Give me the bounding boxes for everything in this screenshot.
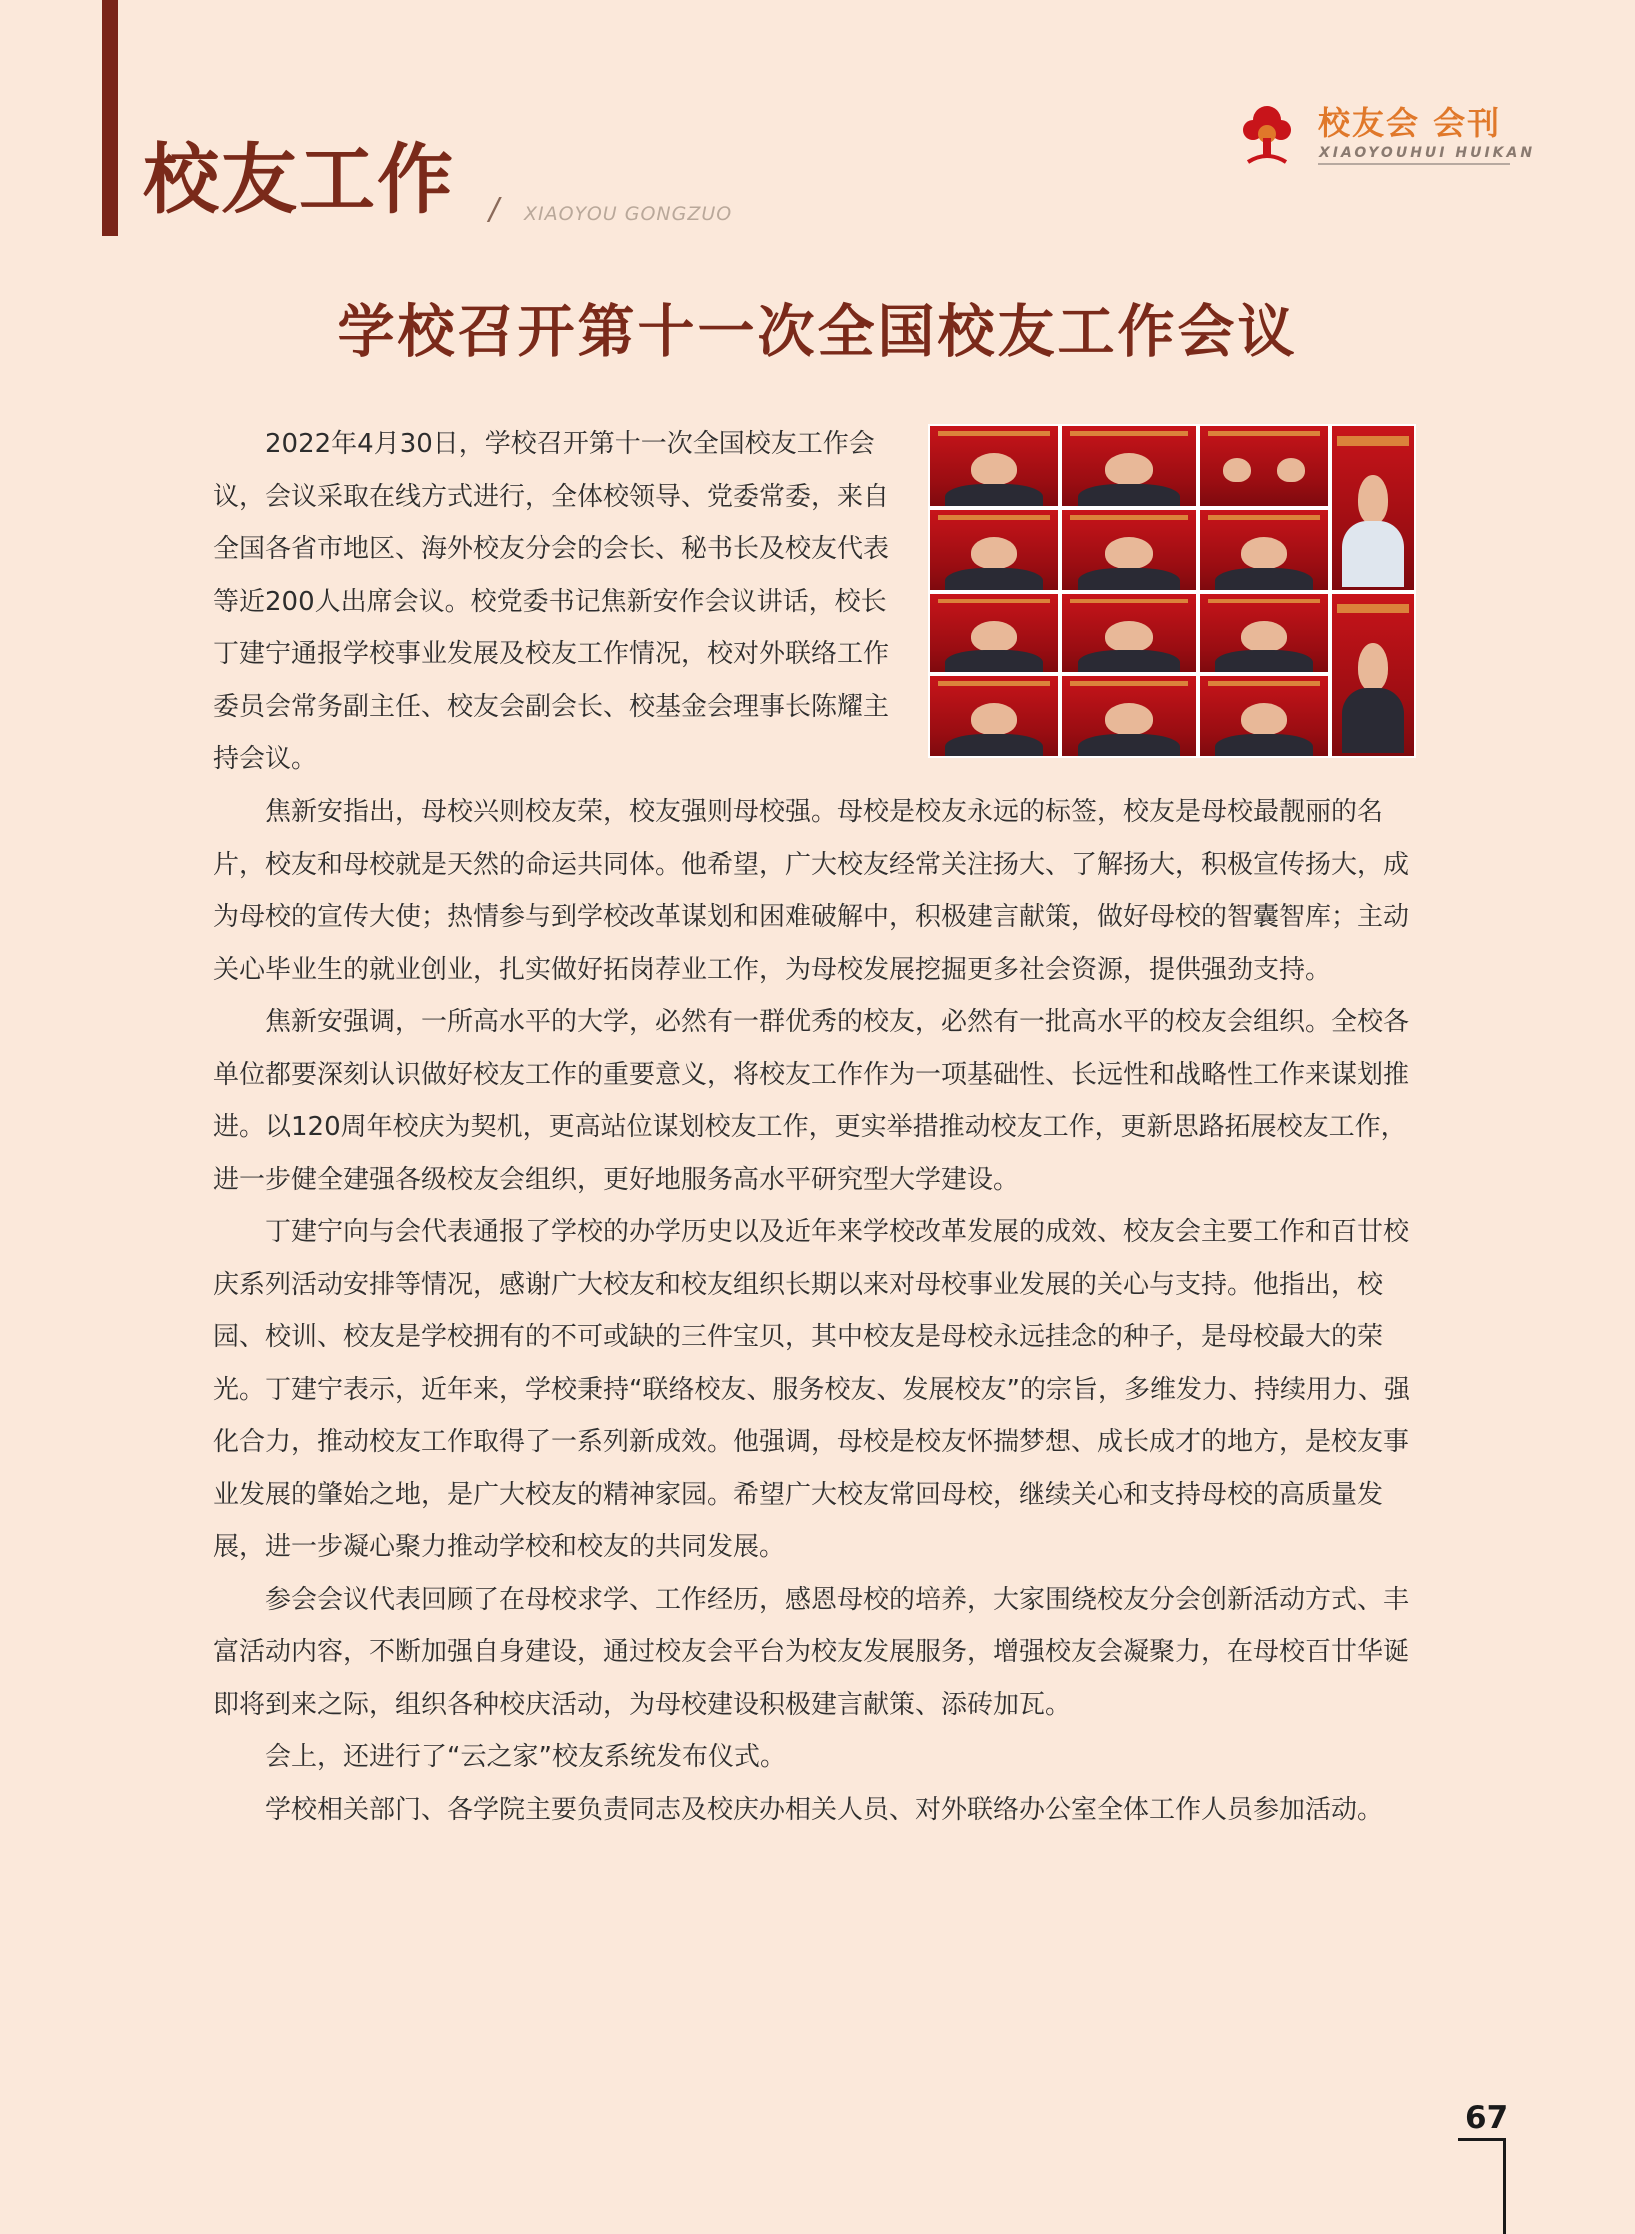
page-corner-rule bbox=[1458, 2138, 1506, 2141]
section-title: 校友工作 bbox=[143, 135, 455, 224]
article-body bbox=[213, 786, 1418, 1836]
page-corner-rule bbox=[1503, 2138, 1506, 2234]
section-accent-bar bbox=[102, 0, 118, 236]
page-number: 67 bbox=[1465, 2100, 1509, 2136]
body-paragraph: 丁建宁向与会代表通报了学校的办学历史以及近年来学校改革发展的成效、校友会主要工作和百廿校庆系列活动安排等情况，感谢广大校友和校友组织长期以来对母校事业发展的关心与支持。他指出，校园、校训、校友是学校拥有的不可或缺的三件宝贝，其中校友是母校永远挂念的种子，是母校最大的荣光。丁建宁表示，近年来，学校秉持“联络校友、服务校友、发展校友”的宗旨，多维发力、持续用力、强化合力，推动校友工作取得了一系列新成效。他强调，母校是校友怀揣梦想、成长成才的地方，是校友事业发展的肇始之地，是广大校友的精神家园。希望广大校友常回母校，继续关心和支持母校的高质量发展，进一步凝心聚力推动学校和校友的共同发展。 bbox=[213, 1217, 1410, 1562]
intro-paragraph: 2022年4月30日，学校召开第十一次全国校友工作会议，会议采取在线方式进行，全体校领导、党委常委，来自全国各省市地区、海外校友分会的会长、秘书长及校友代表等近200人出席会议。校党委书记焦新安作会议讲话，校长丁建宁通报学校事业发展及校友工作情况，校对外联络工作委员会常务副主任、校友会副会长、校基金会理事长陈耀主持会议。 bbox=[213, 429, 890, 774]
participant-tile bbox=[1062, 510, 1196, 590]
participant-tile bbox=[1062, 594, 1196, 672]
participant-tile bbox=[1332, 426, 1414, 590]
participant-tile bbox=[1200, 676, 1328, 756]
participant-tile bbox=[1062, 676, 1196, 756]
body-paragraph: 焦新安指出，母校兴则校友荣，校友强则母校强。母校是校友永远的标签，校友是母校最靓丽的名片，校友和母校就是天然的命运共同体。他希望，广大校友经常关注扬大、了解扬大，积极宣传扬大，成为母校的宣传大使；热情参与到学校改革谋划和困难破解中，积极建言献策，做好母校的智囊智库；主动关心毕业生的就业创业，扎实做好拓岗荐业工作，为母校发展挖掘更多社会资源，提供强劲支持。 bbox=[213, 797, 1410, 985]
participant-tile bbox=[1200, 594, 1328, 672]
magazine-title: 校友会 会刊 bbox=[1318, 104, 1502, 142]
participant-tile bbox=[1200, 510, 1328, 590]
alumni-logo-icon bbox=[1236, 100, 1298, 166]
magazine-rule bbox=[1318, 163, 1510, 165]
magazine-subtitle: XIAOYOUHUI HUIKAN bbox=[1319, 145, 1536, 161]
participant-tile bbox=[1200, 426, 1328, 506]
body-paragraph: 焦新安强调，一所高水平的大学，必然有一群优秀的校友，必然有一批高水平的校友会组织。全校各单位都要深刻认识做好校友工作的重要意义，将校友工作作为一项基础性、长远性和战略性工作来谋划推进。以120周年校庆为契机，更高站位谋划校友工作，更实举措推动校友工作，更新思路拓展校友工作，进一步健全建强各级校友会组织，更好地服务高水平研究型大学建设。 bbox=[213, 1007, 1410, 1195]
participant-tile bbox=[930, 594, 1058, 672]
body-paragraph: 会上，还进行了“云之家”校友系统发布仪式。 bbox=[265, 1742, 786, 1772]
article-headline: 学校召开第十一次全国校友工作会议 bbox=[337, 298, 1298, 365]
section-slash: / bbox=[489, 192, 500, 227]
section-subtitle: XIAOYOU GONGZUO bbox=[524, 203, 733, 225]
participant-tile bbox=[930, 510, 1058, 590]
participant-tile bbox=[1332, 594, 1414, 756]
participant-tile bbox=[930, 426, 1058, 506]
video-conference-photo bbox=[928, 424, 1416, 758]
body-paragraph: 参会会议代表回顾了在母校求学、工作经历，感恩母校的培养，大家围绕校友分会创新活动方式、丰富活动内容，不断加强自身建设，通过校友会平台为校友发展服务，增强校友会凝聚力，在母校百廿华诞即将到来之际，组织各种校庆活动，为母校建设积极建言献策、添砖加瓦。 bbox=[213, 1584, 1410, 1720]
participant-tile bbox=[930, 676, 1058, 756]
body-paragraph: 学校相关部门、各学院主要负责同志及校庆办相关人员、对外联络办公室全体工作人员参加活动。 bbox=[265, 1794, 1384, 1825]
participant-tile bbox=[1062, 426, 1196, 506]
